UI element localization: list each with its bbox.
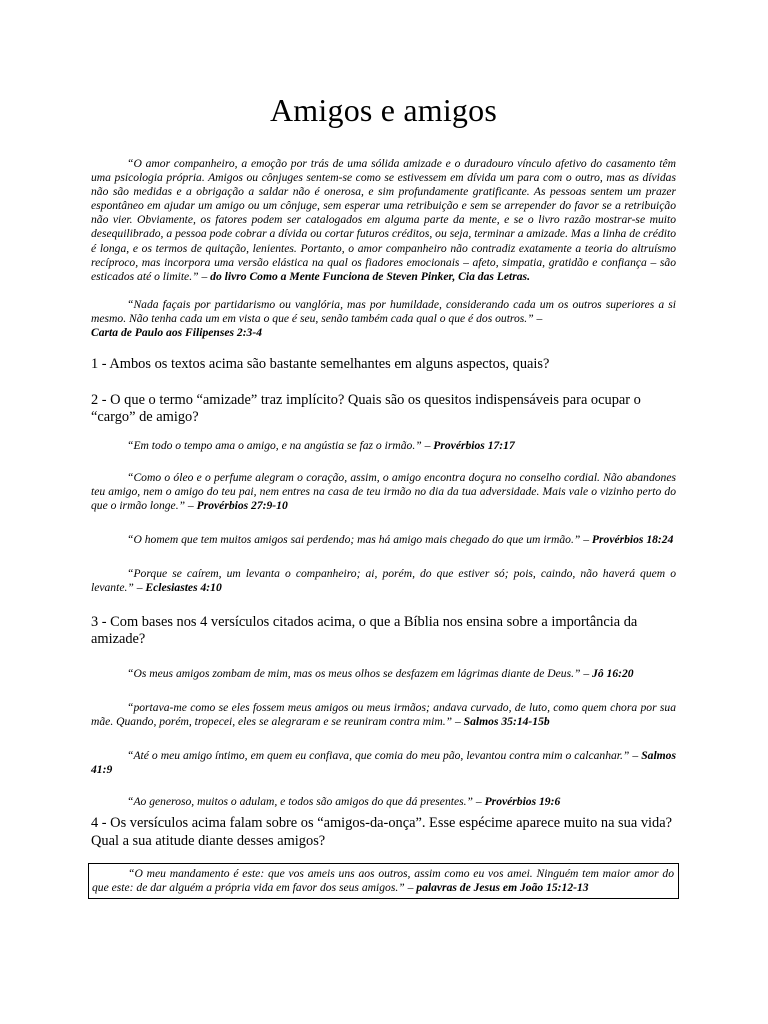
quote-salmos-35-14 — [91, 701, 676, 729]
quote-text: “Nada façais por partidarismo ou vanglória, mas por humildade, considerando cada um os outros superiores a si mesmo. Não tenha cada um em vista o que é seu, senão também cada qual o que é dos outros.” – — [91, 297, 676, 325]
document-page — [91, 92, 676, 899]
quote-source: Provérbios 27:9-10 — [196, 499, 288, 513]
question-1: 1 - Ambos os textos acima são bastante semelhantes em alguns aspectos, quais? — [91, 356, 550, 373]
quote-proverbios-27-9 — [91, 471, 676, 513]
quote-source: Eclesiastes 4:10 — [145, 581, 222, 595]
quote-source: Salmos 35:14-15b — [463, 714, 550, 728]
highlight-box — [88, 863, 679, 899]
quote-source: palavras de Jesus em João 15:12-13 — [416, 880, 589, 894]
quote-text: “O amor companheiro, a emoção por trás de uma sólida amizade e o duradouro vínculo afetivo do casamento têm uma psicologia própria. Amigos ou cônjuges sentem-se como se estivessem em dívida um para com o outro, mas as dívidas não são medidas e a obrigação a saldar não é onerosa, e sim profundamente gratificante. As pessoas sentem um prazer espontâneo em ajudar um amigo ou um cônjuge, sem esperar uma retribuição e sem se arrepender do favor se a retribuição não vier. Obviamente, os fatores podem ser catalogados em alguma parte da mente, e se o livro razão mostrar-se muito desequilibrado, a pessoa pode cobrar a dívida ou cortar futuros créditos, ou seja, terminar a amizade. Mas a linha de crédito é longa, e os termos de quitação, lenientes. Portanto, o amor companheiro não contradiz exatamente a teoria do altruísmo recíproco, mas incorpora uma versão elástica na qual os fiadores emocionais – afeto, simpatia, gratidão e confiança – são esticados até o limite.” – — [91, 157, 676, 283]
question-4: 4 - Os versículos acima falam sobre os “amigos-da-onça”. Esse espécime aparece muito na sua vida? Qual a sua atitude diante desses amigos? — [91, 815, 672, 849]
quote-text: “Ao generoso, muitos o adulam, e todos são amigos do que dá presentes.” – — [127, 795, 482, 809]
quote-text: “Porque se caírem, um levanta o companheiro; ai, porém, do que estiver só; pois, caindo, não haverá quem o levante.” – — [91, 567, 676, 595]
quote-source: Provérbios 19:6 — [484, 795, 561, 809]
quote-proverbios-18-24 — [91, 533, 676, 547]
quote-text: “O meu mandamento é este: que vos ameis uns aos outros, assim como eu vos amei. Ninguém tem maior amor do que este: de dar alguém a própria vida em favor dos seus amigos.” – — [92, 866, 674, 894]
quote-source: do livro Como a Mente Funciona de Steven Pinker, Cia das Letras. — [210, 269, 530, 283]
question-3: 3 - Com bases nos 4 versículos citados acima, o que a Bíblia nos ensina sobre a importância da amizade? — [91, 613, 638, 648]
quote-text: “portava-me como se eles fossem meus amigos ou meus irmãos; andava curvado, de luto, como quem chora por sua mãe. Quando, porém, tropecei, eles se alegraram e se reuniram contra mim.” – — [91, 700, 676, 728]
quote-text: “Os meus amigos zombam de mim, mas os meus olhos se desfazem em lágrimas diante de Deus.” – — [127, 666, 590, 680]
quote-eclesiastes-4-10 — [91, 567, 676, 595]
quote-source: Jô 16:20 — [592, 666, 634, 680]
quote-filipenses — [91, 298, 676, 340]
quote-proverbios-17-17 — [91, 439, 676, 453]
quote-text: “O homem que tem muitos amigos sai perdendo; mas há amigo mais chegado do que um irmão.” – — [127, 533, 590, 547]
quote-source: Carta de Paulo aos Filipenses 2:3-4 — [91, 326, 263, 340]
page-title: Amigos e amigos — [270, 92, 497, 128]
quote-source: Provérbios 17:17 — [433, 438, 515, 452]
quote-source: Salmos 41:9 — [91, 749, 676, 777]
quote-text: “Como o óleo e o perfume alegram o coração, assim, o amigo encontra doçura no conselho cordial. Não abandones teu amigo, nem o amigo do teu pai, nem entres na casa de teu irmão no dia da tua adversidade. Mais vale o vizinho perto do que o irmão longe.” – — [91, 471, 676, 513]
quote-jo-16-20 — [91, 667, 676, 681]
quote-text: “Até o meu amigo íntimo, em quem eu confiava, que comia do meu pão, levantou contra mim o calcanhar.” – — [127, 749, 639, 763]
quote-pinker — [91, 157, 676, 284]
quote-joao-15-12 — [92, 867, 674, 895]
quote-text: “Em todo o tempo ama o amigo, e na angústia se faz o irmão.” – — [127, 438, 431, 452]
quote-source: Provérbios 18:24 — [591, 533, 674, 547]
quote-salmos-41-9 — [91, 749, 676, 777]
question-2: 2 - O que o termo “amizade” traz implícito? Quais são os quesitos indispensáveis para ocupar o “cargo” de amigo? — [91, 391, 641, 426]
quote-proverbios-19-6 — [91, 795, 676, 809]
